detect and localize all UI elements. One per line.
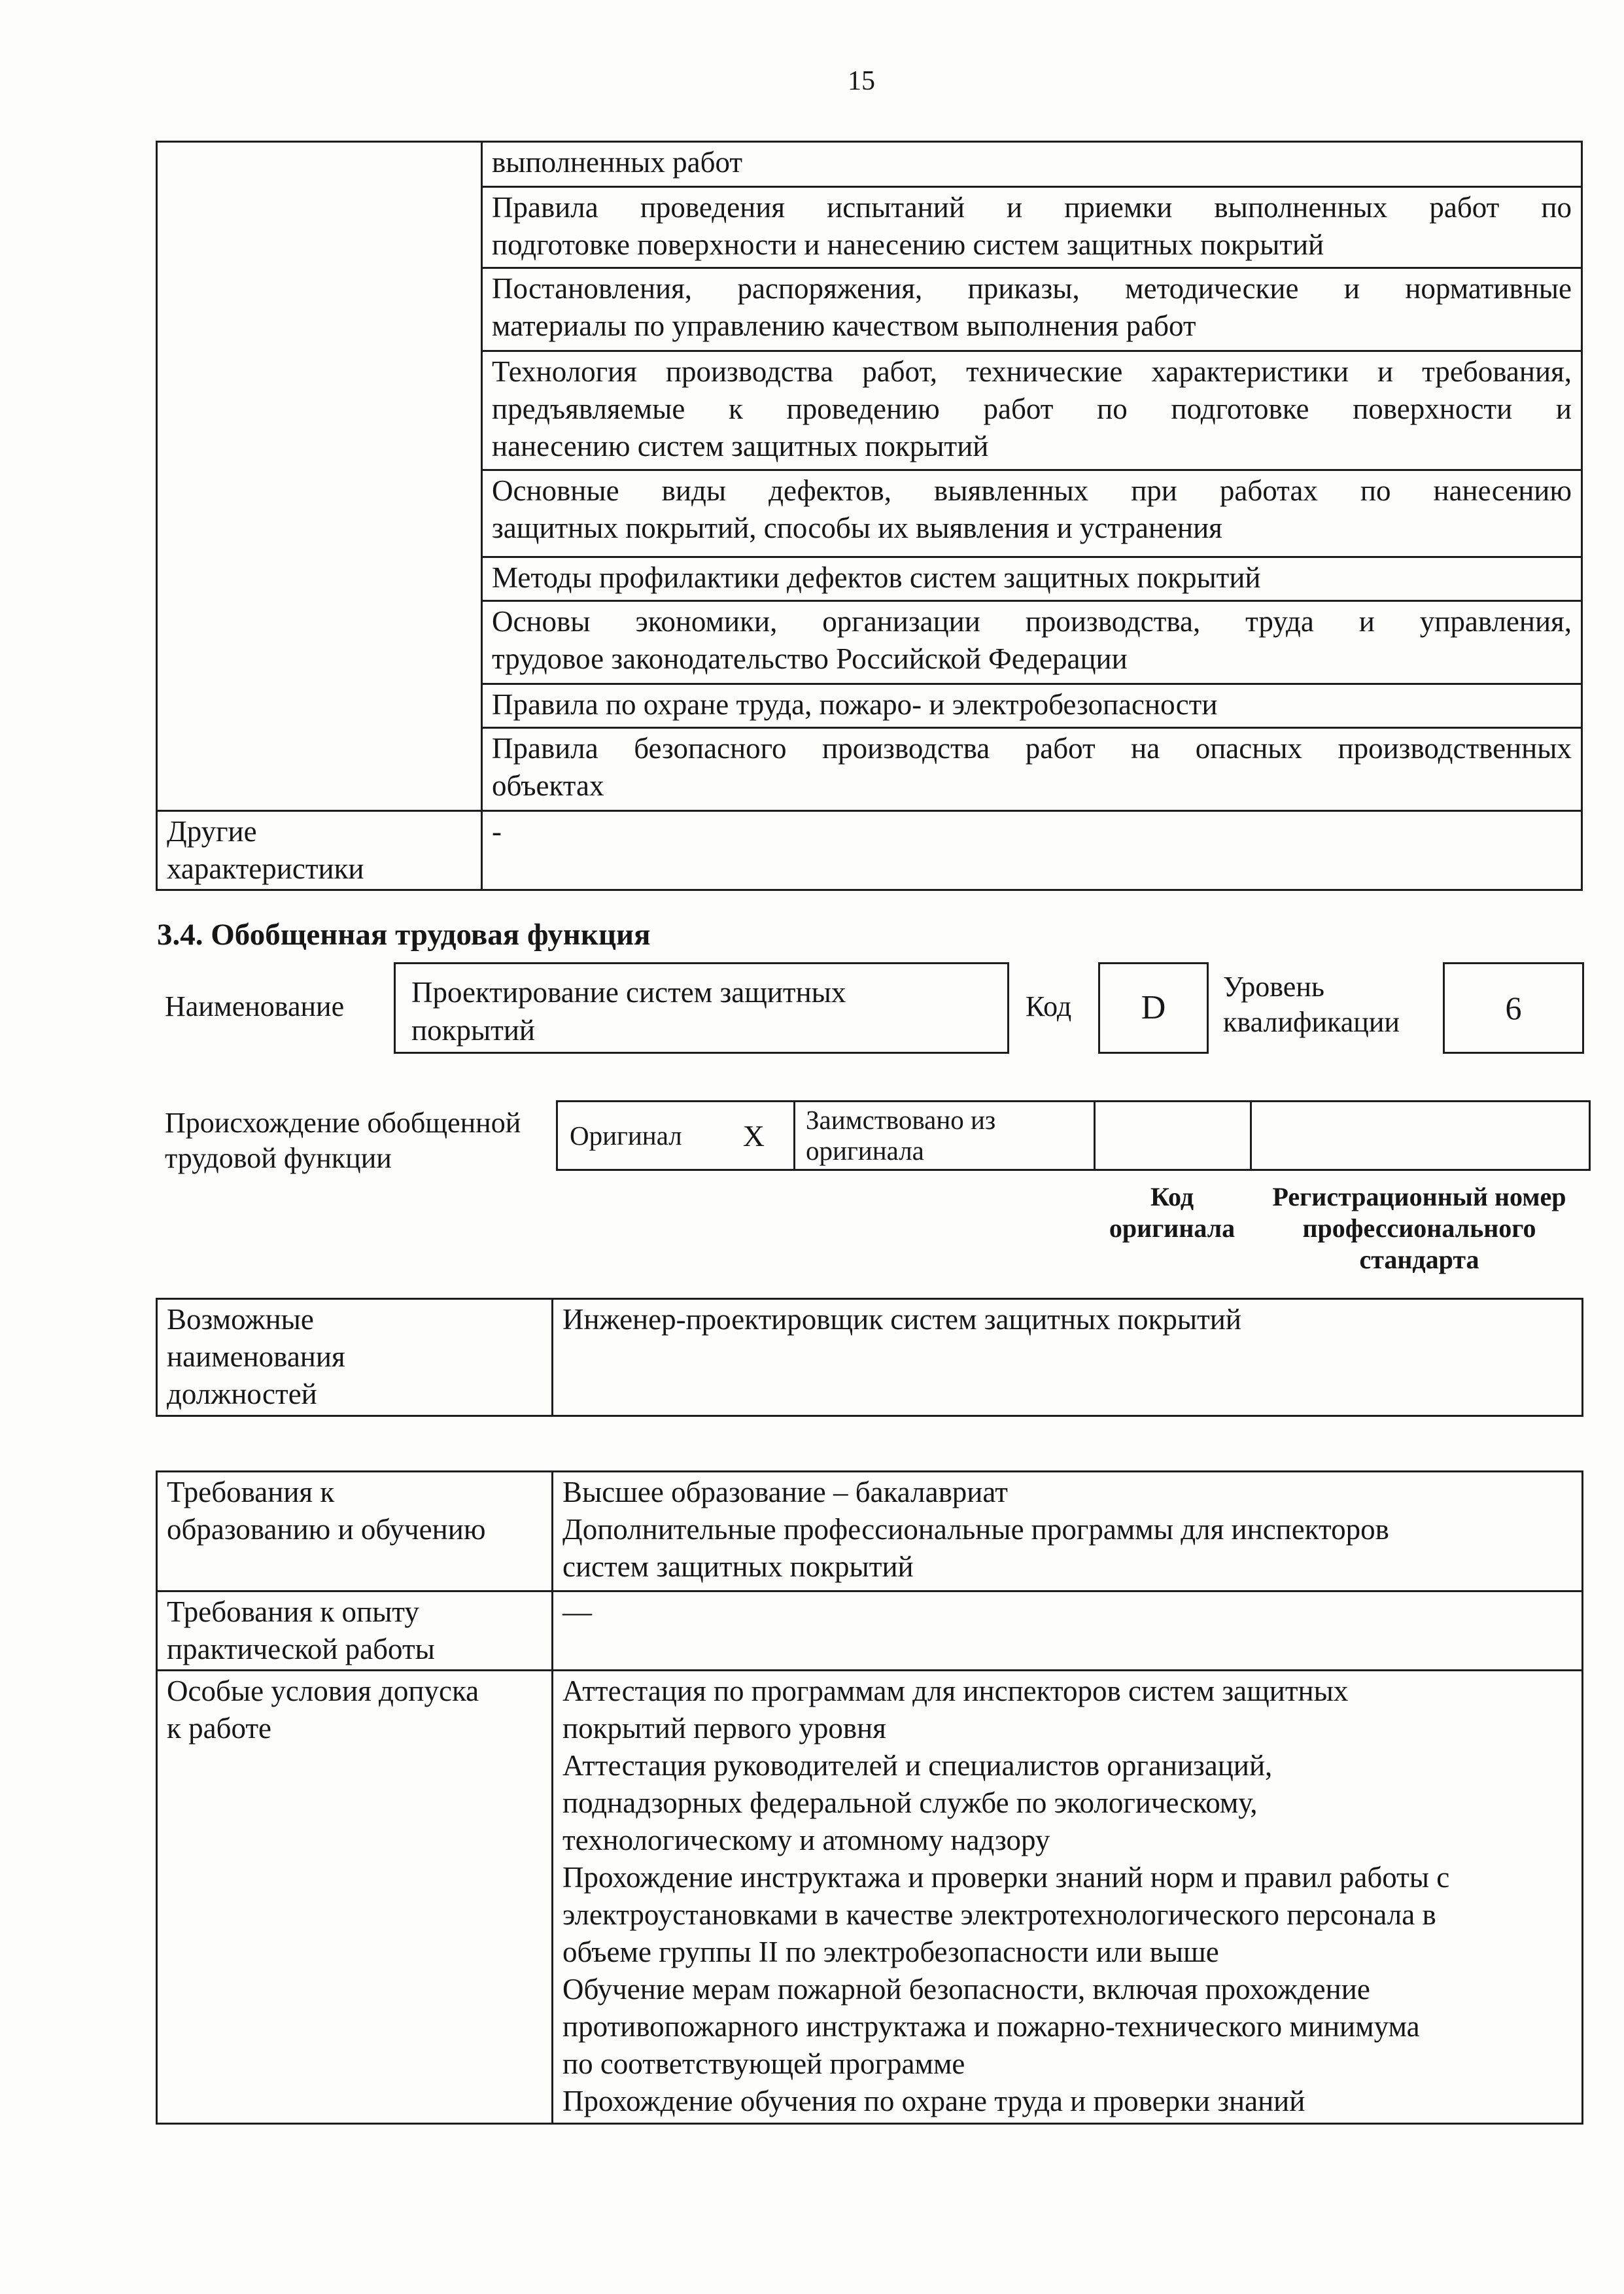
name-label: Наименование [165, 990, 345, 1022]
knowledge-item: Технология производства работ, технические характеристики и требования, предъявляемые к проведению работ по подготовке поверхности и нанесению систем защитных покрытий [482, 351, 1582, 470]
knowledge-item: Основные виды дефектов, выявленных при работах по нанесению защитных покрытий, способы их выявления и устранения [482, 470, 1582, 557]
table-row [157, 1299, 1583, 1416]
origin-original-label: Оригинал [570, 1120, 682, 1151]
origin-x-mark: X [742, 1119, 765, 1153]
knowledge-table [156, 141, 1583, 891]
job-titles-label: Возможные наименования должностей [157, 1299, 553, 1416]
origin-table [556, 1100, 1591, 1171]
level-value-box: 6 [1443, 962, 1584, 1054]
knowledge-item: выполненных работ [482, 142, 1582, 187]
other-characteristics-label: Другие характеристики [157, 811, 482, 890]
knowledge-empty-label-cell [157, 142, 482, 811]
special-conditions-label: Особые условия допуска к работе [157, 1671, 553, 2124]
experience-value: — [553, 1591, 1583, 1671]
table-row [157, 1671, 1583, 2124]
knowledge-item: Правила проведения испытаний и приемки выполненных работ по подготовке поверхности и нанесению систем защитных покрытий [482, 187, 1582, 268]
code-label: Код [1026, 990, 1072, 1022]
job-titles-table [156, 1298, 1583, 1417]
table-row [157, 1472, 1583, 1591]
knowledge-item: Постановления, распоряжения, приказы, методические и нормативные материалы по управлению качеством выполнения работ [482, 268, 1582, 351]
education-label: Требования к образованию и обучению [157, 1472, 553, 1591]
origin-borrowed-cell: Заимствовано из оригинала [795, 1102, 1095, 1170]
origin-label: Происхождение обобщенной трудовой функции [165, 1107, 521, 1174]
table-row [157, 811, 1582, 890]
origin-original-cell [557, 1102, 795, 1170]
table-row [157, 1591, 1583, 1671]
other-characteristics-value: - [482, 811, 1582, 890]
experience-label: Требования к опыту практической работы [157, 1591, 553, 1671]
knowledge-item: Основы экономики, организации производства, труда и управления, трудовое законодательство Российской Федерации [482, 601, 1582, 684]
origin-code-caption: Код оригинала [1109, 1182, 1235, 1243]
code-value-box: D [1098, 962, 1209, 1054]
level-label: Уровень квалификации [1223, 971, 1400, 1038]
job-titles-value: Инженер-проектировщик систем защитных покрытий [553, 1299, 1583, 1416]
table-row [557, 1102, 1590, 1170]
knowledge-item: Правила безопасного производства работ на опасных производственных объектах [482, 728, 1582, 811]
origin-regnum-cell [1251, 1102, 1590, 1170]
special-conditions-value: Аттестация по программам для инспекторов систем защитных покрытий первого уровня Аттестация руководителей и специалистов организаций, поднадзорных федеральной службе по экологическому, технологическому и атомному надзору Прохождение инструктажа и проверки знаний норм и правил работы с электроустановками в качестве электротехнологического персонала в объеме группы II по электробезопасности или выше Обучение мерам пожарной безопасности, включая прохождение противопожарного инструктажа и пожарно-технического минимума по соответствующей программе Прохождение обучения по охране труда и проверки знаний [553, 1671, 1583, 2124]
knowledge-item: Методы профилактики дефектов систем защитных покрытий [482, 557, 1582, 601]
page-number: 15 [848, 66, 875, 96]
table-row [157, 142, 1582, 187]
requirements-table [156, 1470, 1583, 2125]
section-heading: 3.4. Обобщенная трудовая функция [157, 918, 651, 952]
name-value-box: Проектирование систем защитных покрытий [394, 962, 1009, 1054]
origin-code-cell [1095, 1102, 1251, 1170]
education-value: Высшее образование – бакалавриат Дополнительные профессиональные программы для инспекторов систем защитных покрытий [553, 1472, 1583, 1591]
origin-regnum-caption: Регистрационный номер профессионального стандарта [1272, 1182, 1566, 1274]
knowledge-item: Правила по охране труда, пожаро- и электробезопасности [482, 684, 1582, 728]
